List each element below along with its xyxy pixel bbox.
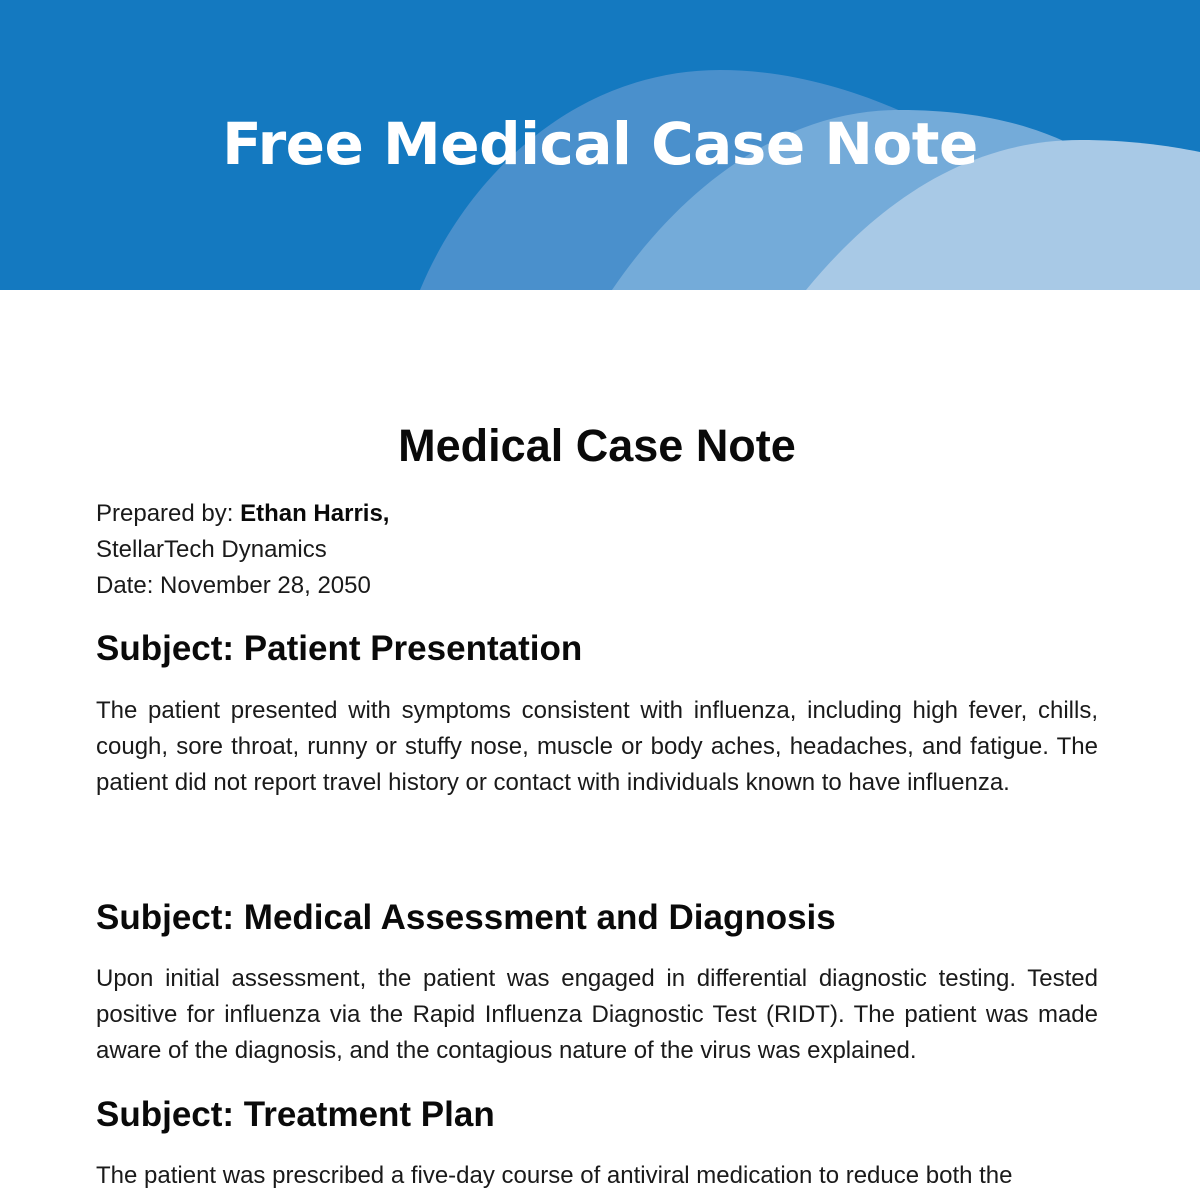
header-banner: [0, 0, 1200, 290]
section-heading-patient-presentation: Subject: Patient Presentation: [96, 629, 583, 668]
banner-title: Free Medical Case Note: [222, 110, 978, 178]
section-body-treatment-plan: The patient was prescribed a five-day course of antiviral medication to reduce both the: [96, 1162, 1013, 1189]
company-name: StellarTech Dynamics: [96, 536, 327, 563]
prepared-by-line: [96, 496, 389, 532]
prepared-by-label: Prepared by:: [96, 500, 241, 527]
section-body-assessment-diagnosis: Upon initial assessment, the patient was engaged in differential diagnostic testing. Tested positive for influenza via the Rapid Influenza Diagnostic Test (RIDT). The patient was made aware of the diagnosis, and the contagious nature of the virus was explained.: [96, 965, 1098, 1064]
prepared-by-name: Ethan Harris,: [240, 500, 390, 527]
section-body-patient-presentation: The patient presented with symptoms consistent with influenza, including high fever, chills, cough, sore throat, runny or stuffy nose, muscle or body aches, headaches, and fatigue. The patient did not report travel history or contact with individuals known to have influenza.: [96, 697, 1098, 796]
document-date: Date: November 28, 2050: [96, 572, 371, 599]
section-heading-assessment-diagnosis: Subject: Medical Assessment and Diagnosis: [96, 898, 836, 937]
document-meta: [96, 496, 389, 604]
section-heading-treatment-plan: Subject: Treatment Plan: [96, 1095, 495, 1134]
document-title: Medical Case Note: [398, 420, 796, 471]
